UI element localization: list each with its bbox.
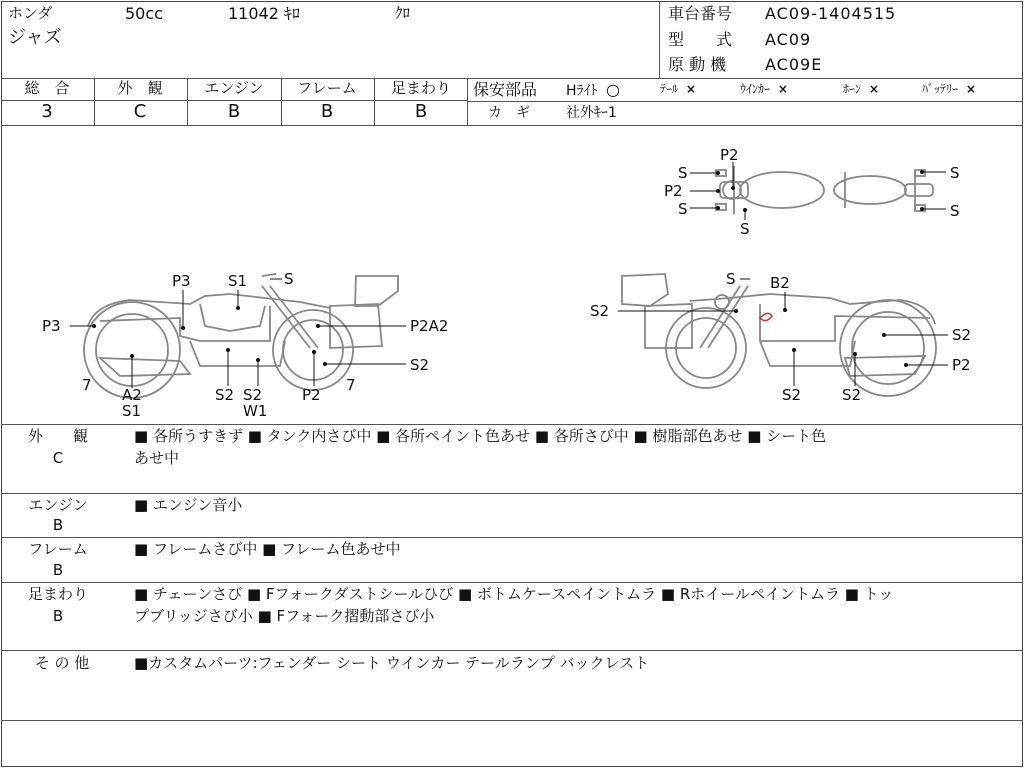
key-label: カ ギ [488,105,530,121]
color-text: ｸﾛ [395,4,411,22]
header-divider [659,2,660,78]
safety-item-name: ｳｲﾝｶｰ [740,82,771,96]
diagram-label: S1 [122,402,142,420]
diagram-label: P3 [172,272,191,290]
frame-number-value: AC09-1404515 [765,4,897,23]
left-view-labels [42,270,448,420]
diagram-label: P2A2 [410,317,449,335]
remark-text-exterior: ■ 各所うすきず ■ タンク内さび中 ■ 各所ペイント色あせ ■ 各所さび中 ■ 樹脂部色あせ ■ シート色 [134,427,827,445]
diagram-label: S [678,200,688,218]
safety-parts-label: 保安部品 [473,80,538,99]
safety-item-name: Hﾗｲﾄ [566,83,598,99]
diagram-label: S2 [243,386,263,404]
remark-label-frame: フレーム [28,540,88,558]
diagram-label: S2 [215,386,235,404]
mileage-text: 11042 ｷﾛ [228,4,300,23]
right-view-labels [590,270,971,404]
remark-text-suspension-cont: プブリッジさび小 ■ Fフォーク摺動部さび小 [134,607,435,625]
diagram-label: P2 [302,386,321,404]
grade-divider [187,78,188,125]
diagram-label: W1 [243,402,268,420]
diagram-label: S [950,164,960,182]
safety-item-mark: × [685,82,696,96]
remarks-divider [1,537,1022,538]
model-text: ジャズ [8,27,62,48]
top-view-motorcycle [716,166,933,214]
key-value: 社外ｷｰ1 [566,105,617,121]
remark-label-other: そ の 他 [34,654,90,672]
diagram-label: P2 [720,146,739,164]
safety-item-name: ﾊﾞｯﾃﾘｰ [922,82,959,96]
safety-item-battery [922,83,976,95]
diagram-label: S2 [782,386,802,404]
safety-item-headlight [566,82,620,98]
displacement-text: 50cc [125,4,163,23]
remark-grade-frame: B [52,561,64,579]
diagram-label: S2 [590,302,610,320]
safety-item-winker [740,83,788,95]
remark-text-exterior-cont: あせ中 [134,449,180,467]
remarks-divider [1,582,1022,583]
diagram-label: P2 [952,356,971,374]
safety-item-taillight [660,83,696,95]
grade-label-overall: 総 合 [24,79,70,97]
grade-label-exterior: 外 観 [117,79,163,97]
remark-label-suspension: 足まわり [27,585,89,603]
engine-model-label: 原 動 機 [668,55,727,74]
remarks-divider [1,493,1022,494]
diagram-bottom [1,424,1022,425]
diagram-label: P3 [42,317,61,335]
diagram-label: S [726,270,736,288]
motorcycle-diagram [0,126,1022,424]
diagram-label: S [678,164,688,182]
safety-item-mark: ○ [605,80,620,99]
grade-label-frame: フレーム [297,79,357,97]
remark-text-engine: ■ エンジン音小 [134,496,243,514]
diagram-label: S [740,220,750,238]
remark-text-frame: ■ フレームさび中 ■ フレーム色あせ中 [134,540,401,558]
remark-grade-suspension: B [52,607,64,625]
safety-item-mark: × [868,82,879,96]
grade-divider [374,78,375,125]
diagram-label: A2 [122,386,142,404]
remark-text-other: ■カスタムパーツ:フェンダー シート ウインカー テールランプ バックレスト [134,654,650,672]
grade-divider [94,78,95,125]
grade-value-overall: 3 [41,101,53,122]
make-text: ホンダ [8,4,53,22]
remark-text-suspension: ■ チェーンさび ■ Fフォークダストシールひび ■ ボトムケースペイントムラ ■ Rホイールペイントムラ ■ トッ [134,585,894,603]
grade-value-exterior: C [133,101,147,122]
diagram-label: S2 [410,356,430,374]
diagram-label: 7 [82,376,92,394]
frame-number-label: 車台番号 [668,4,733,23]
remark-label-engine: エンジン [28,496,88,514]
remarks-divider [1,650,1022,651]
safety-item-name: ﾃｰﾙ [660,82,679,96]
remarks-divider [1,720,1022,721]
safety-row-divider [467,101,1022,102]
model-type-label: 型 式 [668,30,733,49]
grade-value-engine: B [227,101,241,122]
safety-item-name: ﾎｰﾝ [843,82,862,96]
diagram-label: S2 [842,386,862,404]
safety-item-mark: × [965,82,976,96]
grade-divider [281,78,282,125]
grade-label-suspension: 足まわり [390,79,452,97]
damage-mark [760,313,772,320]
diagram-label: 7 [346,376,356,394]
diagram-label: S1 [228,272,248,290]
grade-value-frame: B [320,101,334,122]
grade-label-engine: エンジン [204,79,264,97]
remark-grade-exterior: C [52,449,64,467]
engine-model-value: AC09E [765,55,823,74]
remark-label-exterior: 外 観 [27,427,89,445]
diagram-label: P2 [664,182,683,200]
grade-value-suspension: B [414,101,428,122]
model-type-value: AC09 [765,30,812,49]
safety-item-mark: × [777,82,788,96]
diagram-label: B2 [770,274,790,292]
safety-item-horn [843,83,879,95]
diagram-label: S [950,202,960,220]
diagram-label: S [284,270,294,288]
remark-grade-engine: B [52,516,64,534]
diagram-label: S2 [952,326,972,344]
